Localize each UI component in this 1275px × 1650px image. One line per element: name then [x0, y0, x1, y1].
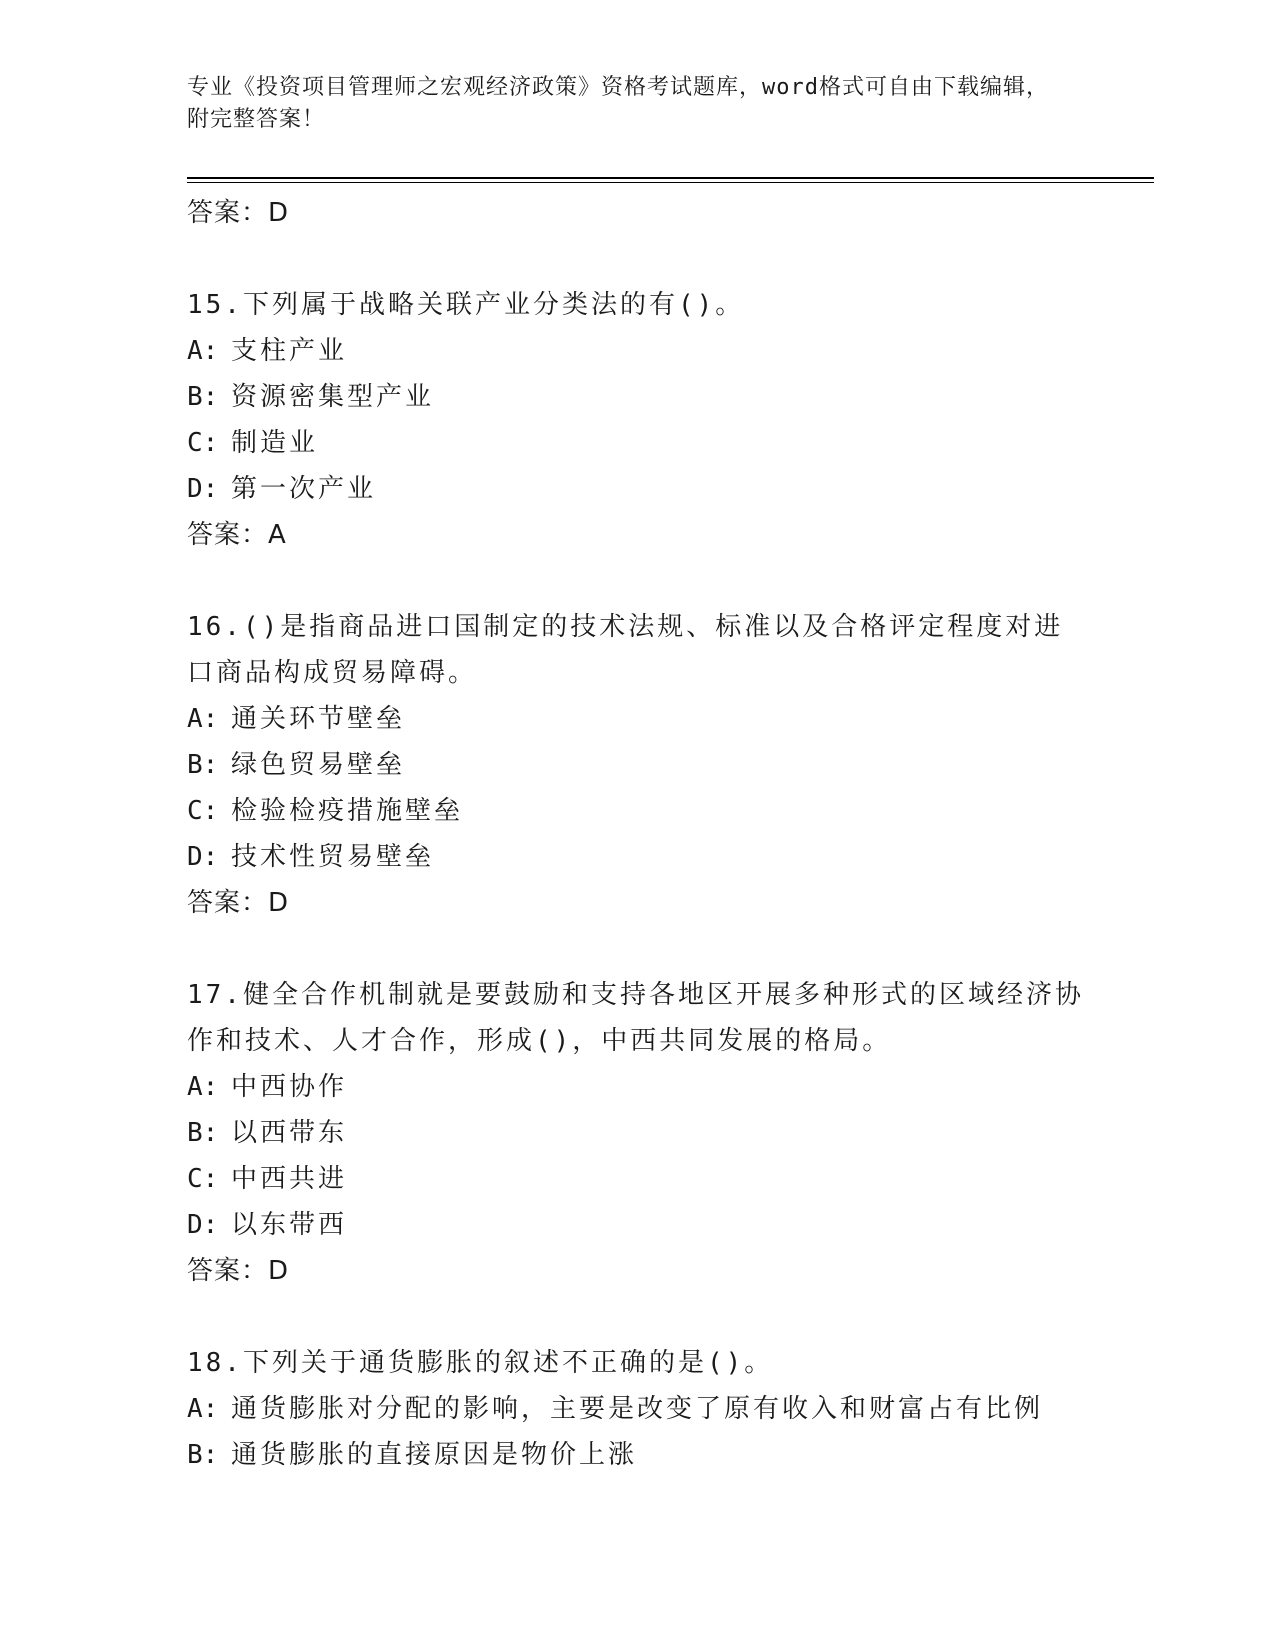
option-text: 通关环节壁垒 [231, 704, 406, 734]
question-block [187, 604, 1087, 926]
question-stem: 17.健全合作机制就是要鼓励和支持各地区开展多种形式的区域经济协作和技术、人才合作，形成()，中西共同发展的格局。 [187, 980, 1084, 1056]
question-stem: 16.()是指商品进口国制定的技术法规、标准以及合格评定程度对进口商品构成贸易障碍。 [187, 612, 1064, 688]
answer-label: 答案： [187, 888, 269, 918]
option-d [187, 834, 1087, 880]
answer-value: D [268, 1256, 290, 1286]
option-text: 支柱产业 [231, 336, 348, 366]
option-c [187, 1156, 1087, 1202]
option-text: 绿色贸易壁垒 [231, 750, 406, 780]
option-letter: C: [187, 428, 219, 458]
answer-line [187, 190, 1087, 236]
option-letter: B: [187, 1440, 219, 1470]
answer-value: D [268, 198, 290, 228]
option-text: 中西协作 [231, 1072, 348, 1102]
header-divider-thin [187, 182, 1154, 183]
option-letter: B: [187, 1118, 219, 1148]
option-letter: D: [187, 474, 219, 504]
option-b [187, 1110, 1087, 1156]
option-text: 技术性贸易壁垒 [231, 842, 435, 872]
option-c [187, 788, 1087, 834]
option-text: 检验检疫措施壁垒 [231, 796, 464, 826]
option-letter: D: [187, 842, 219, 872]
spacer [187, 236, 1087, 282]
question-list [187, 190, 1087, 1478]
option-a [187, 696, 1087, 742]
option-b [187, 742, 1087, 788]
spacer [187, 558, 1087, 604]
option-letter: C: [187, 796, 219, 826]
answer-line [187, 1248, 1087, 1294]
question-block [187, 972, 1087, 1294]
option-text: 制造业 [231, 428, 319, 458]
option-b [187, 374, 1087, 420]
option-a [187, 1064, 1087, 1110]
answer-label: 答案： [187, 198, 269, 228]
option-d [187, 466, 1087, 512]
option-text: 通货膨胀对分配的影响，主要是改变了原有收入和财富占有比例 [231, 1394, 1044, 1424]
option-text: 以西带东 [231, 1118, 348, 1148]
option-letter: A: [187, 1072, 219, 1102]
question-block [187, 1340, 1087, 1478]
option-letter: A: [187, 336, 219, 366]
option-text: 中西共进 [231, 1164, 348, 1194]
option-letter: B: [187, 382, 219, 412]
option-text: 第一次产业 [231, 474, 377, 504]
option-d [187, 1202, 1087, 1248]
option-text: 资源密集型产业 [231, 382, 435, 412]
option-text: 以东带西 [231, 1210, 348, 1240]
answer-label: 答案： [187, 520, 269, 550]
option-letter: A: [187, 1394, 219, 1424]
answer-value: A [268, 520, 287, 550]
option-letter: D: [187, 1210, 219, 1240]
option-letter: A: [187, 704, 219, 734]
question-stem: 15.下列属于战略关联产业分类法的有()。 [187, 290, 745, 320]
answer-line [187, 512, 1087, 558]
answer-line [187, 880, 1087, 926]
option-a [187, 1386, 1087, 1432]
spacer [187, 926, 1087, 972]
option-text: 通货膨胀的直接原因是物价上涨 [231, 1440, 638, 1470]
answer-value: D [268, 888, 290, 918]
option-a [187, 328, 1087, 374]
spacer [187, 1294, 1087, 1340]
option-letter: C: [187, 1164, 219, 1194]
question-block [187, 282, 1087, 558]
question-stem: 18.下列关于通货膨胀的叙述不正确的是()。 [187, 1348, 774, 1378]
option-b [187, 1432, 1087, 1478]
page-header: 专业《投资项目管理师之宏观经济政策》资格考试题库，word格式可自由下载编辑，附完整答案！ [187, 75, 1049, 132]
header-divider [187, 177, 1154, 179]
option-c [187, 420, 1087, 466]
option-letter: B: [187, 750, 219, 780]
answer-label: 答案： [187, 1256, 269, 1286]
